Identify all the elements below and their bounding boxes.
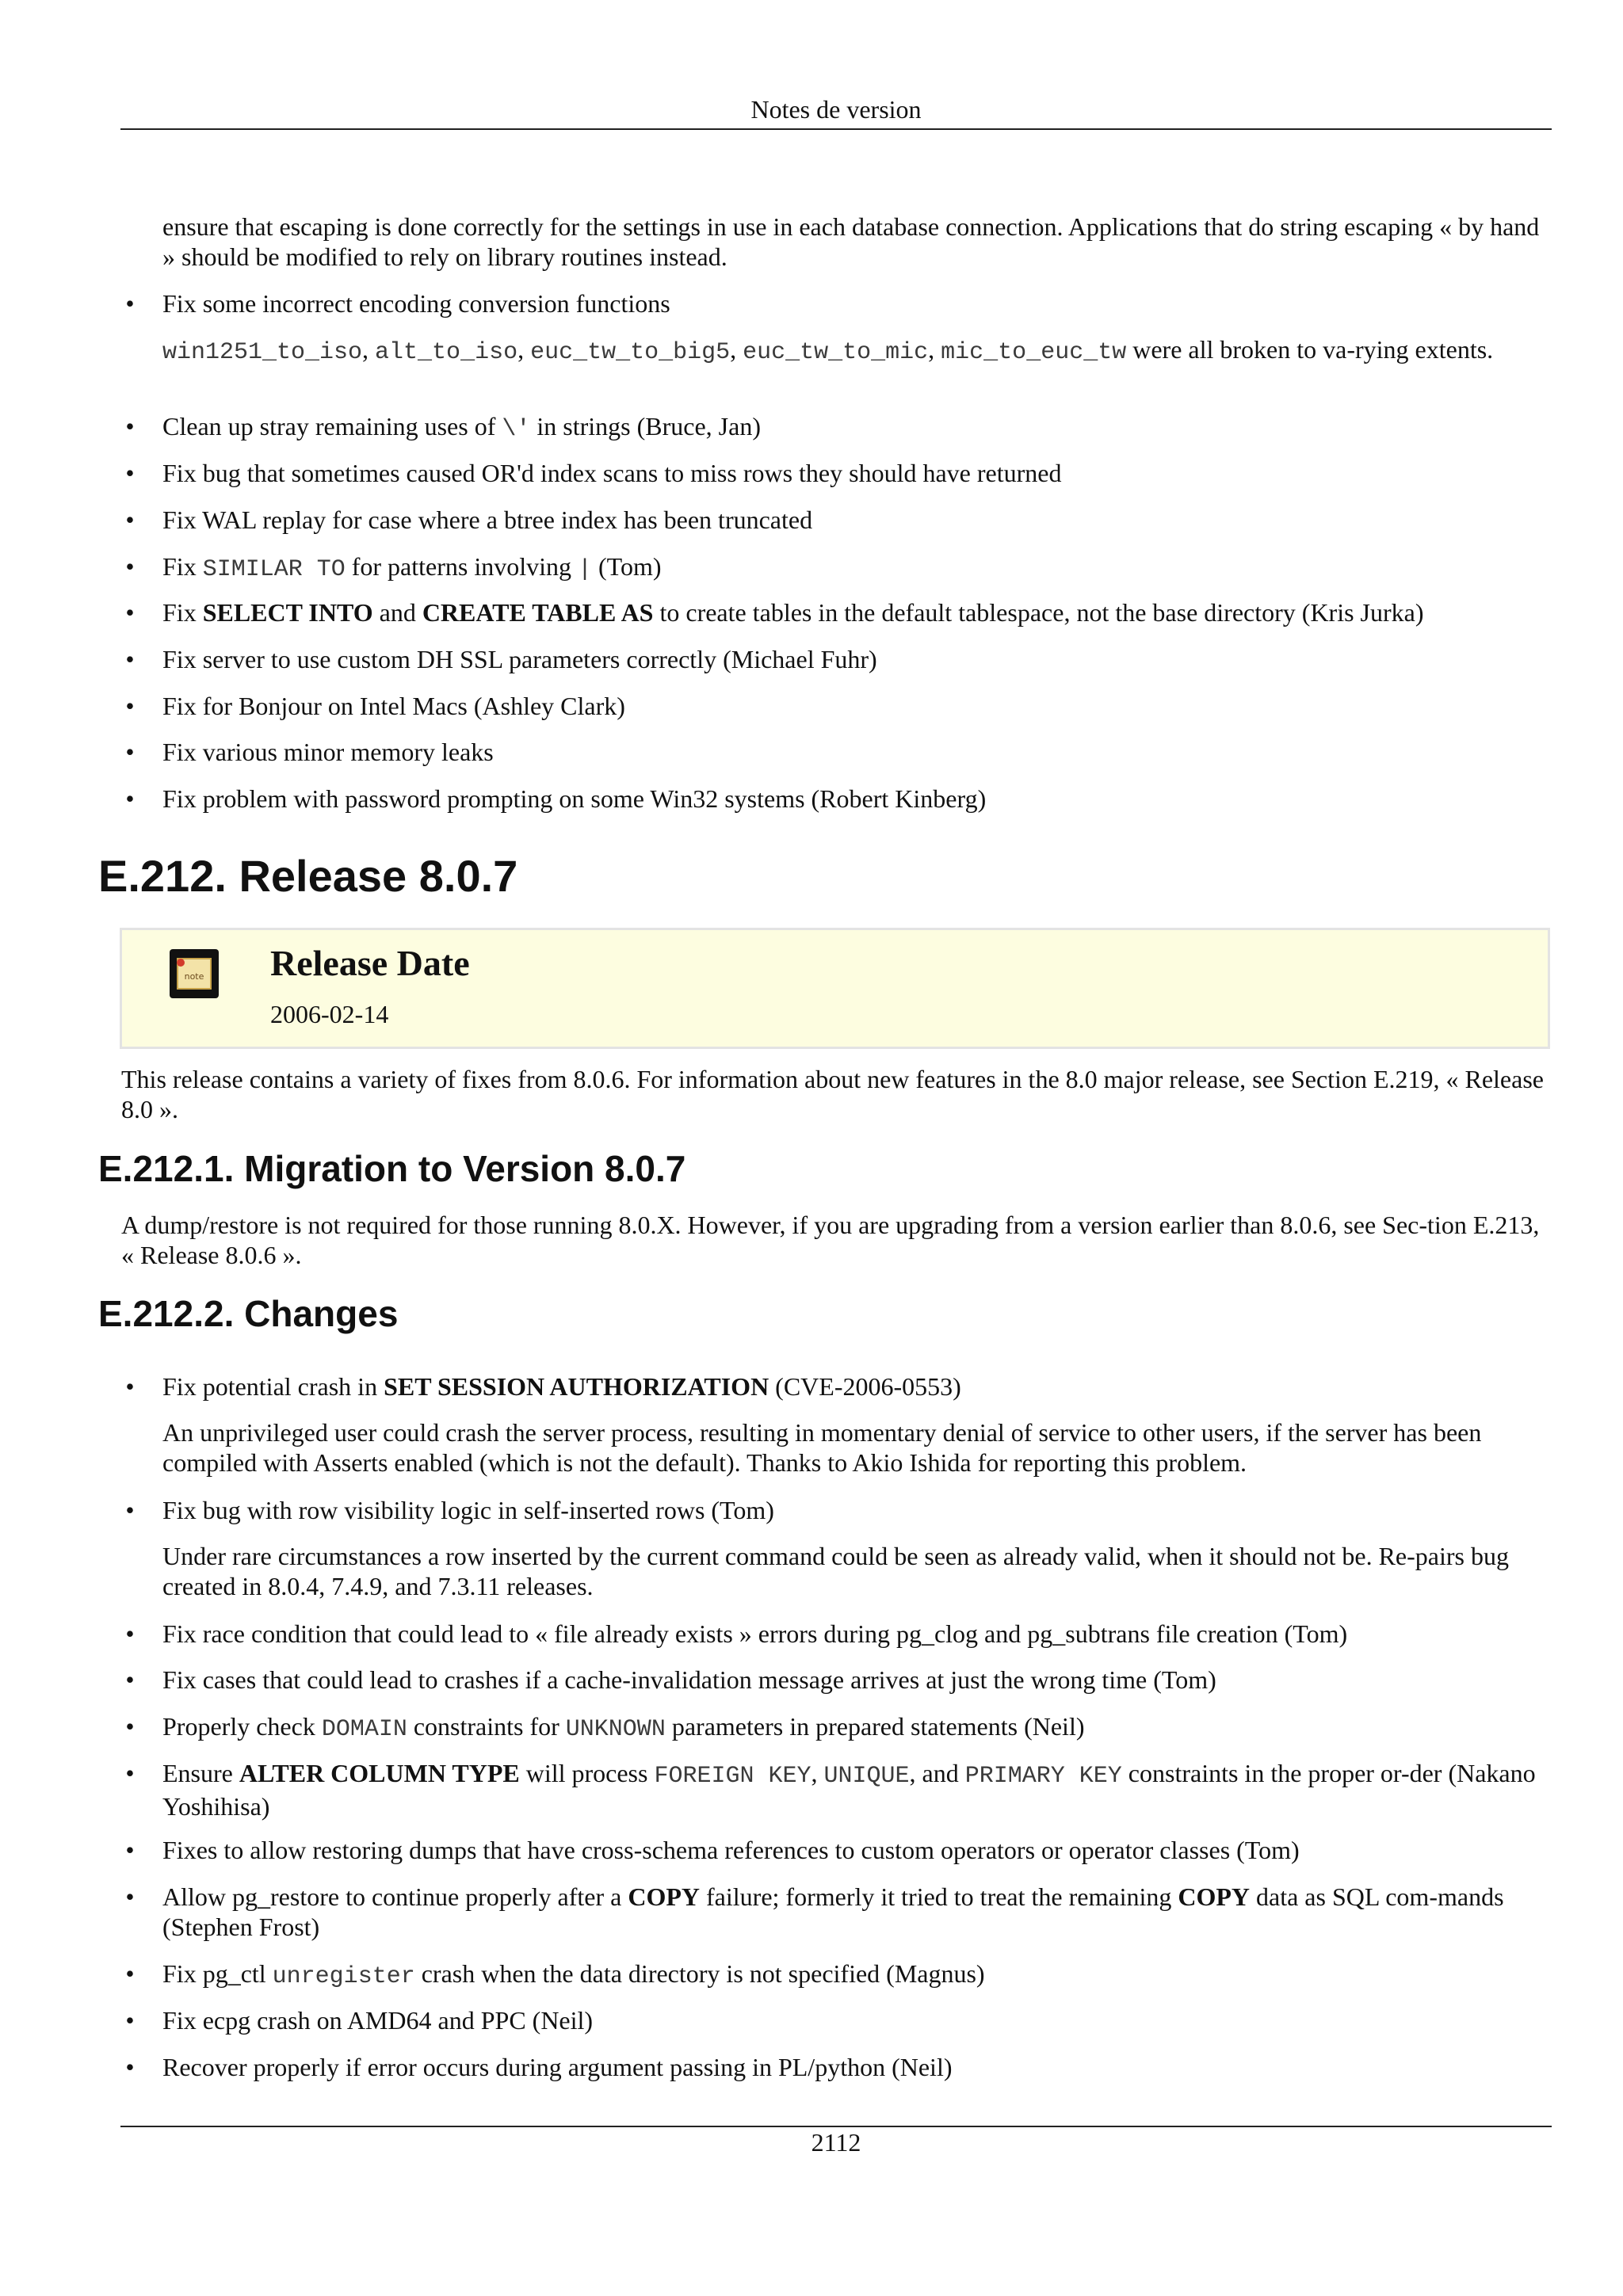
bullet: • [125,1619,135,1648]
bullet: • [125,1712,135,1741]
code-literal: euc_tw_to_mic [743,339,929,366]
document-page: Notes de version ensure that escaping is done correctly for the settings in use in each database connection. Applications that do string escaping « by hand » should be modified to rely on library routines instead. • Fix some incorrect encoding conversion functions win1251_to_iso, alt_to_iso, euc_tw_to_big5, euc_tw_to_mic, mic_to_euc_tw were all broken to va-rying extents. • Clean up stray remaining uses of \' in strings (Bruce, Jan) • Fix bug that sometimes caused OR'd index scans to miss rows they should have returned • Fix WAL replay for case where a btree index has been truncated • Fix SIMILAR TO for patterns involving | (Tom) • Fix SELECT INTO and CREATE TABLE AS to create tables in the default tablespace, not the base directory (Kris Jurka) • Fix server to use custom DH SSL parameters correctly (Michael Fuhr) • Fix for Bonjour on Intel Macs (Ashley Clark) • Fix various minor memory leaks • Fix problem with password prompting on some Win32 systems (Robert Kinberg) E.212. Release 8.0.7 note Release Date 2006-02-14 This release contains a variety of fixes from 8.0.6. For information about new features in the 8.0 major release, see Section E.219, « Release 8.0 ». E.212.1. Migration to Version 8.0.7 A dump/restore is not required for those running 8.0.X. However, if you are upgrading from a version earlier than 8.0.6, see Sec-tion E.213, « Release 8.0.6 ». E.212.2. Changes • Fix potential crash in SET SESSION AUTHORIZATION (CVE-2006-0553) An unprivileged user could crash the server process, resulting in momentary denial of service to other users, if the server has been compiled with Asserts enabled (which is not the default). Thanks to Akio Ishida for reporting this problem. • Fix bug with row visibility logic in self-inserted rows (Tom) Under rare circumstances a row inserted by the current command could be seen as already valid, when it should not be. Re-pairs bug created in 8.0.4, 7.4.9, and 7.3.11 releases. • Fix race condition that could lead to « file already exists » errors during pg_clog and pg_subtrans file creation (Tom) • Fix cases that could lead to crashes if a cache-invalidation message arrives at just the wrong time (Tom) • Properly check DOMAIN constraints for UNKNOWN parameters in prepared statements (Neil) • Ensure ALTER COLUMN TYPE will process FOREIGN KEY, UNIQUE, and PRIMARY KEY constraints in the proper or-der (Nakano Yoshihisa) • Fixes to allow restoring dumps that have cross-schema references to custom operators or operator classes (Tom) • Allow pg_restore to continue properly after a COPY failure; formerly it tried to treat the remaining COPY data as SQL com-mands (Stephen Frost) • Fix pg_ctl unregister crash when the data directory is not specified (Magnus) • Fix ecpg crash on AMD64 and PPC (Neil) • Recover properly if error occurs during argument passing in PL/python (Neil) 2112 [0,0,1623,2296]
bullet: • [125,1665,135,1694]
item-detail: win1251_to_iso, alt_to_iso, euc_tw_to_big5, euc_tw_to_mic, mic_to_euc_tw were all broken to va-rying extents. [162,335,1494,366]
code-literal: \' [502,416,531,443]
bullet: • [125,505,135,534]
code-literal: PRIMARY KEY [964,1763,1122,1790]
item-text: Fix bug with row visibility logic in self-inserted rows (Tom) [162,1496,774,1524]
command-name: COPY [1178,1882,1250,1911]
bullet: • [125,1372,135,1401]
command-name: COPY [628,1882,701,1911]
item-text: Fix for Bonjour on Intel Macs (Ashley Clark) [162,692,625,720]
note-title: Release Date [270,943,470,983]
item-text: Fix bug that sometimes caused OR'd index scans to miss rows they should have returned [162,459,1062,487]
code-literal: mic_to_euc_tw [941,339,1127,366]
item-text: Fix cases that could lead to crashes if a cache-invalidation message arrives at just the wrong time (Tom) [162,1665,1216,1694]
item-text: Recover properly if error occurs during argument passing in PL/python (Neil) [162,2053,953,2081]
page-number: 2112 [811,2128,861,2157]
release-date-note [120,928,1550,1049]
code-literal: euc_tw_to_big5 [530,339,731,366]
bullet: • [125,1959,135,1988]
bullet: • [125,738,135,766]
code-literal: SIMILAR TO [202,556,346,583]
bullet: • [125,552,135,581]
header-rule [120,128,1552,130]
continuation-paragraph: ensure that escaping is done correctly for the settings in use in each database connection. Applications that do string escaping « by hand » should be modified to rely on library routines instead. [162,212,1540,271]
command-name: SELECT INTO [202,598,373,627]
bullet: • [125,459,135,487]
bullet: • [125,784,135,813]
running-header: Notes de version [750,95,922,124]
bullet: • [125,645,135,673]
section-title: E.212. Release 8.0.7 [98,851,518,901]
item-text: Fix various minor memory leaks [162,738,494,766]
item-text: Fix race condition that could lead to « file already exists » errors during pg_clog and pg_subtrans file creation (Tom) [162,1619,1348,1648]
bullet: • [125,1759,135,1787]
note-icon [170,949,219,998]
subsection-title: E.212.1. Migration to Version 8.0.7 [98,1148,686,1189]
bullet: • [125,692,135,720]
command-name: CREATE TABLE AS [422,598,654,627]
item-detail: Under rare circumstances a row inserted by the current command could be seen as already valid, when it should not be. Re-pairs bug created in 8.0.4, 7.4.9, and 7.3.11 releases. [162,1542,1509,1600]
code-literal: alt_to_iso [375,339,518,366]
bullet: • [125,412,135,441]
command-name: SET SESSION AUTHORIZATION [384,1372,769,1401]
intro-paragraph: This release contains a variety of fixes from 8.0.6. For information about new features in the 8.0 major release, see Section E.219, « Release 8.0 ». [121,1065,1544,1123]
item-text: Fix some incorrect encoding conversion functions [162,289,670,318]
bullet: • [125,1496,135,1524]
bullet: • [125,1882,135,1911]
code-literal: win1251_to_iso [162,339,363,366]
item-text: Fix server to use custom DH SSL parameters correctly (Michael Fuhr) [162,645,877,673]
subsection-title: E.212.2. Changes [98,1293,399,1334]
code-literal: UNIQUE [823,1763,910,1790]
item-text: Fixes to allow restoring dumps that have cross-schema references to custom operators or operator classes (Tom) [162,1836,1300,1864]
code-literal: DOMAIN [321,1716,407,1743]
migration-paragraph: A dump/restore is not required for those running 8.0.X. However, if you are upgrading from a version earlier than 8.0.6, see Sec-tion E.213, « Release 8.0.6 ». [121,1211,1540,1269]
item-text: Fix problem with password prompting on some Win32 systems (Robert Kinberg) [162,784,987,813]
bullet: • [125,289,135,318]
code-literal: unregister [272,1963,415,1990]
item-detail: An unprivileged user could crash the server process, resulting in momentary denial of service to other users, if the server has been compiled with Asserts enabled (which is not the default). Thanks to Akio Ishida for reporting this problem. [162,1418,1482,1477]
note-icon-label: note [184,971,204,982]
release-date: 2006-02-14 [270,1000,389,1028]
bullet: • [125,2053,135,2081]
bullet: • [125,1836,135,1864]
bullet: • [125,2006,135,2035]
bullet: • [125,598,135,627]
command-name: ALTER COLUMN TYPE [239,1759,520,1787]
item-text: Fix WAL replay for case where a btree index has been truncated [162,505,813,534]
code-literal: UNKNOWN [565,1716,666,1743]
code-literal: | [578,556,593,583]
item-text: Fix ecpg crash on AMD64 and PPC (Neil) [162,2006,594,2035]
code-literal: FOREIGN KEY [654,1763,812,1790]
